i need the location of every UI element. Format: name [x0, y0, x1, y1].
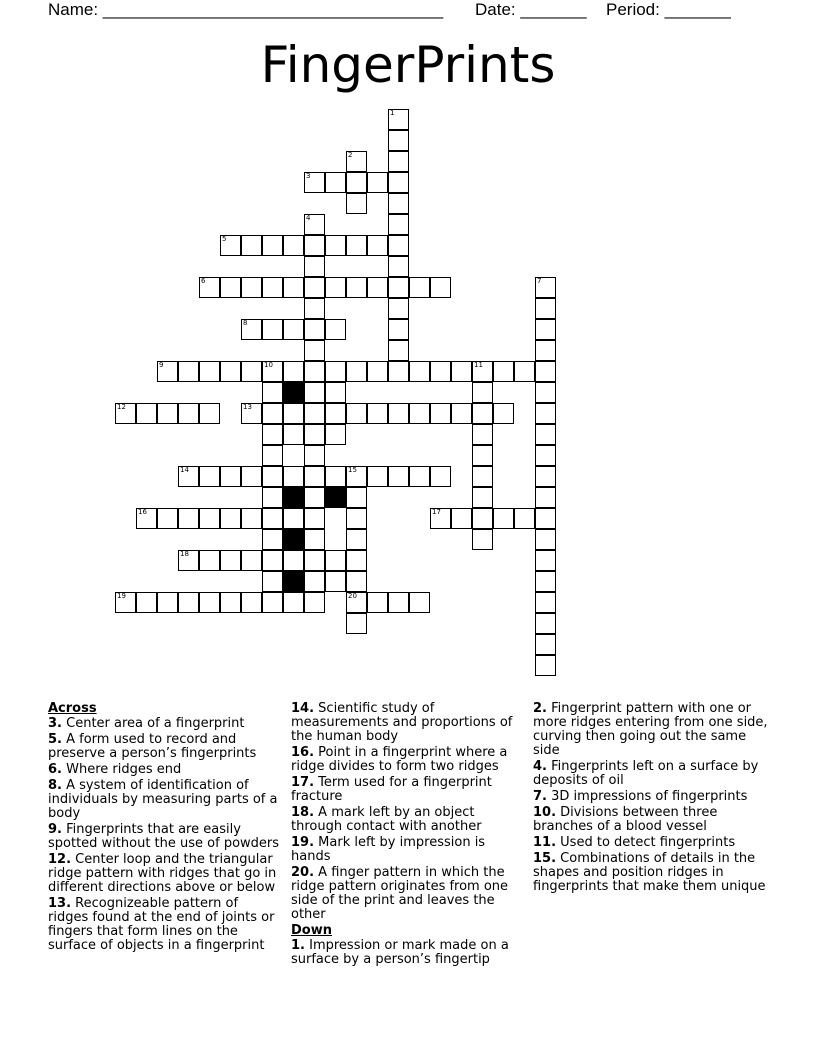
clue-item: [533, 760, 769, 788]
name-field[interactable]: Name: ____________________________________: [48, 0, 444, 19]
clue-number: 13: [243, 403, 252, 411]
grid-cell[interactable]: [535, 361, 556, 382]
clue-text: Impression or mark made on a surface by a person’s fingertip: [291, 938, 509, 967]
grid-cell[interactable]: [388, 214, 409, 235]
clue-item: [48, 717, 280, 731]
grid-cell[interactable]: [346, 571, 367, 592]
grid-cell[interactable]: [346, 487, 367, 508]
grid-cell[interactable]: [304, 424, 325, 445]
grid-cell[interactable]: [157, 403, 178, 424]
clue-number-label: 13.: [48, 896, 72, 911]
grid-cell[interactable]: [472, 508, 493, 529]
grid-cell[interactable]: [199, 361, 220, 382]
grid-cell[interactable]: [367, 235, 388, 256]
clue-item: [533, 836, 769, 850]
grid-cell[interactable]: [388, 340, 409, 361]
grid-cell[interactable]: [409, 592, 430, 613]
grid-cell[interactable]: [304, 361, 325, 382]
grid-cell[interactable]: [262, 508, 283, 529]
grid-cell[interactable]: [325, 172, 346, 193]
clue-text: Used to detect fingerprints: [560, 835, 736, 850]
grid-cell[interactable]: [388, 319, 409, 340]
grid-cell[interactable]: [262, 361, 283, 382]
clue-item: [533, 702, 769, 758]
clue-number: 14: [180, 466, 189, 474]
clue-number: 12: [117, 403, 126, 411]
grid-cell[interactable]: [346, 508, 367, 529]
grid-cell[interactable]: [178, 550, 199, 571]
grid-cell[interactable]: [283, 592, 304, 613]
clue-item: [291, 746, 527, 774]
grid-cell[interactable]: [325, 466, 346, 487]
grid-cell[interactable]: [304, 466, 325, 487]
grid-cell[interactable]: [535, 613, 556, 634]
grid-cell[interactable]: [430, 277, 451, 298]
clue-number-label: 15.: [533, 851, 557, 866]
clue-number-label: 1.: [291, 938, 305, 953]
grid-cell[interactable]: [115, 592, 136, 613]
grid-cell[interactable]: [199, 550, 220, 571]
grid-cell[interactable]: [178, 466, 199, 487]
clue-number: 1: [390, 109, 395, 117]
grid-cell[interactable]: [283, 508, 304, 529]
clue-number: 15: [348, 466, 357, 474]
grid-cell[interactable]: [346, 529, 367, 550]
grid-cell[interactable]: [388, 361, 409, 382]
grid-cell[interactable]: [472, 361, 493, 382]
clue-text: Mark left by impression is hands: [291, 835, 486, 864]
grid-cell[interactable]: [262, 403, 283, 424]
grid-cell[interactable]: [262, 319, 283, 340]
clue-text: Fingerprint pattern with one or more ridges entering from one side, curving then going out the same side: [533, 701, 768, 758]
grid-cell[interactable]: [325, 235, 346, 256]
clue-text: Recognizeable pattern of ridges found at the end of joints or fingers that form lines on the surface of objects in a fingerprint: [48, 896, 275, 953]
grid-cell[interactable]: [535, 298, 556, 319]
grid-cell[interactable]: [388, 256, 409, 277]
clue-text: Term used for a fingerprint fracture: [291, 775, 492, 804]
grid-cell[interactable]: [388, 109, 409, 130]
grid-cell[interactable]: [325, 550, 346, 571]
grid-cell[interactable]: [367, 592, 388, 613]
grid-cell[interactable]: [136, 508, 157, 529]
grid-cell[interactable]: [388, 172, 409, 193]
clue-number: 17: [432, 508, 441, 516]
black-square: [283, 487, 304, 508]
clue-number-label: 12.: [48, 852, 72, 867]
grid-cell[interactable]: [178, 403, 199, 424]
grid-cell[interactable]: [388, 466, 409, 487]
grid-cell[interactable]: [304, 403, 325, 424]
grid-cell[interactable]: [535, 655, 556, 676]
grid-cell[interactable]: [220, 277, 241, 298]
date-field[interactable]: Date: _______: [475, 0, 587, 19]
grid-cell[interactable]: [388, 277, 409, 298]
grid-cell[interactable]: [451, 361, 472, 382]
grid-cell[interactable]: [220, 508, 241, 529]
grid-cell[interactable]: [136, 403, 157, 424]
grid-cell[interactable]: [199, 592, 220, 613]
grid-cell[interactable]: [535, 592, 556, 613]
grid-cell[interactable]: [220, 466, 241, 487]
grid-cell[interactable]: [346, 151, 367, 172]
grid-cell[interactable]: [262, 466, 283, 487]
grid-cell[interactable]: [199, 466, 220, 487]
grid-cell[interactable]: [262, 382, 283, 403]
clue-number-label: 19.: [291, 835, 315, 850]
clue-number: 7: [537, 277, 542, 285]
grid-cell[interactable]: [346, 235, 367, 256]
clue-item: [291, 806, 527, 834]
grid-cell[interactable]: [535, 634, 556, 655]
grid-cell[interactable]: [535, 529, 556, 550]
clue-number-label: 6.: [48, 762, 62, 777]
clue-number: 19: [117, 592, 126, 600]
grid-cell[interactable]: [115, 403, 136, 424]
grid-cell[interactable]: [367, 277, 388, 298]
grid-cell[interactable]: [157, 592, 178, 613]
clue-number-label: 3.: [48, 716, 62, 731]
grid-cell[interactable]: [493, 403, 514, 424]
grid-cell[interactable]: [535, 445, 556, 466]
grid-cell[interactable]: [388, 235, 409, 256]
clue-number: 18: [180, 550, 189, 558]
grid-cell[interactable]: [535, 319, 556, 340]
clue-number-label: 10.: [533, 805, 557, 820]
grid-cell[interactable]: [262, 277, 283, 298]
grid-cell[interactable]: [220, 361, 241, 382]
grid-cell[interactable]: [325, 382, 346, 403]
grid-cell[interactable]: [283, 235, 304, 256]
clue-number: 20: [348, 592, 357, 600]
grid-cell[interactable]: [304, 571, 325, 592]
grid-cell[interactable]: [199, 277, 220, 298]
grid-cell[interactable]: [388, 592, 409, 613]
clue-number: 4: [306, 214, 311, 222]
grid-cell[interactable]: [325, 277, 346, 298]
section-heading: Down: [291, 923, 332, 938]
clue-number: 9: [159, 361, 164, 369]
clue-item: [291, 939, 527, 967]
clue-text: A system of identification of individuals by measuring parts of a body: [48, 778, 278, 821]
grid-cell[interactable]: [304, 235, 325, 256]
clue-number-label: 7.: [533, 789, 547, 804]
grid-cell[interactable]: [178, 508, 199, 529]
clue-text: Fingerprints left on a surface by deposits of oil: [533, 759, 759, 788]
grid-cell[interactable]: [451, 508, 472, 529]
clue-text: Point in a fingerprint where a ridge divides to form two ridges: [291, 745, 508, 774]
grid-cell[interactable]: [304, 487, 325, 508]
grid-cell[interactable]: [535, 466, 556, 487]
grid-cell[interactable]: [388, 130, 409, 151]
clue-item: [48, 763, 280, 777]
grid-cell[interactable]: [283, 277, 304, 298]
grid-cell[interactable]: [409, 466, 430, 487]
clue-number: 11: [474, 361, 483, 369]
clue-item: [533, 852, 769, 894]
grid-cell[interactable]: [472, 466, 493, 487]
clue-number: 3: [306, 172, 311, 180]
grid-cell[interactable]: [304, 445, 325, 466]
clue-number-label: 8.: [48, 778, 62, 793]
grid-cell[interactable]: [304, 172, 325, 193]
grid-cell[interactable]: [220, 550, 241, 571]
grid-cell[interactable]: [304, 592, 325, 613]
grid-cell[interactable]: [430, 466, 451, 487]
grid-cell[interactable]: [346, 466, 367, 487]
grid-cell[interactable]: [430, 403, 451, 424]
period-field[interactable]: Period: _______: [606, 0, 731, 19]
grid-cell[interactable]: [388, 298, 409, 319]
clue-column-3: [533, 702, 769, 896]
grid-cell[interactable]: [325, 319, 346, 340]
clue-number: 16: [138, 508, 147, 516]
grid-cell[interactable]: [472, 403, 493, 424]
grid-cell[interactable]: [136, 592, 157, 613]
grid-cell[interactable]: [346, 550, 367, 571]
clue-number-label: 5.: [48, 732, 62, 747]
grid-cell[interactable]: [514, 508, 535, 529]
grid-cell[interactable]: [346, 403, 367, 424]
grid-cell[interactable]: [346, 613, 367, 634]
clue-number-label: 16.: [291, 745, 315, 760]
grid-cell[interactable]: [472, 445, 493, 466]
clue-item: [48, 853, 280, 895]
grid-cell[interactable]: [241, 466, 262, 487]
clue-text: A form used to record and preserve a person’s fingerprints: [48, 732, 257, 761]
clue-number-label: 20.: [291, 865, 315, 880]
black-square: [283, 382, 304, 403]
grid-cell[interactable]: [346, 361, 367, 382]
black-square: [283, 529, 304, 550]
clue-item: [48, 733, 280, 761]
clue-number: 8: [243, 319, 248, 327]
grid-cell[interactable]: [283, 424, 304, 445]
grid-cell[interactable]: [283, 403, 304, 424]
grid-cell[interactable]: [535, 508, 556, 529]
grid-cell[interactable]: [409, 403, 430, 424]
clue-text: Where ridges end: [66, 762, 182, 777]
grid-cell[interactable]: [535, 382, 556, 403]
grid-cell[interactable]: [367, 172, 388, 193]
black-square: [325, 487, 346, 508]
grid-cell[interactable]: [220, 235, 241, 256]
grid-cell[interactable]: [262, 550, 283, 571]
grid-cell[interactable]: [304, 508, 325, 529]
grid-cell[interactable]: [262, 529, 283, 550]
grid-cell[interactable]: [283, 319, 304, 340]
grid-cell[interactable]: [409, 361, 430, 382]
grid-cell[interactable]: [199, 508, 220, 529]
clue-item: [48, 823, 280, 851]
clue-number: 10: [264, 361, 273, 369]
grid-cell[interactable]: [304, 550, 325, 571]
grid-cell[interactable]: [241, 319, 262, 340]
clue-number: 5: [222, 235, 227, 243]
clue-item: [48, 779, 280, 821]
grid-cell[interactable]: [535, 277, 556, 298]
grid-cell[interactable]: [178, 361, 199, 382]
grid-cell[interactable]: [367, 361, 388, 382]
grid-cell[interactable]: [388, 151, 409, 172]
grid-cell[interactable]: [262, 592, 283, 613]
clue-text: Combinations of details in the shapes and position ridges in fingerprints that make them unique: [533, 851, 766, 894]
grid-cell[interactable]: [472, 487, 493, 508]
grid-cell[interactable]: [262, 445, 283, 466]
grid-cell[interactable]: [472, 424, 493, 445]
clue-number-label: 9.: [48, 822, 62, 837]
grid-cell[interactable]: [409, 277, 430, 298]
grid-cell[interactable]: [241, 592, 262, 613]
clue-number-label: 4.: [533, 759, 547, 774]
grid-cell[interactable]: [157, 508, 178, 529]
section-heading: Across: [48, 701, 97, 716]
grid-cell[interactable]: [367, 466, 388, 487]
grid-cell[interactable]: [388, 403, 409, 424]
grid-cell[interactable]: [325, 361, 346, 382]
grid-cell[interactable]: [367, 403, 388, 424]
grid-cell[interactable]: [325, 424, 346, 445]
grid-cell[interactable]: [535, 571, 556, 592]
clue-text: 3D impressions of fingerprints: [551, 789, 748, 804]
black-square: [283, 571, 304, 592]
grid-cell[interactable]: [304, 340, 325, 361]
clue-number-label: 17.: [291, 775, 315, 790]
grid-cell[interactable]: [283, 550, 304, 571]
grid-cell[interactable]: [220, 592, 241, 613]
grid-cell[interactable]: [283, 361, 304, 382]
grid-cell[interactable]: [388, 193, 409, 214]
clue-number: 6: [201, 277, 206, 285]
grid-cell[interactable]: [262, 571, 283, 592]
clue-text: Center loop and the triangular ridge pattern with ridges that go in different directions above or below: [48, 852, 277, 895]
grid-cell[interactable]: [304, 214, 325, 235]
clue-text: A mark left by an object through contact with another: [291, 805, 482, 834]
grid-cell[interactable]: [241, 235, 262, 256]
clue-number-label: 14.: [291, 701, 315, 716]
clue-item: [291, 866, 527, 922]
grid-cell[interactable]: [241, 361, 262, 382]
grid-cell[interactable]: [262, 487, 283, 508]
grid-cell[interactable]: [493, 508, 514, 529]
grid-cell[interactable]: [262, 235, 283, 256]
page-title: FingerPrints: [260, 36, 556, 94]
grid-cell[interactable]: [304, 382, 325, 403]
grid-cell[interactable]: [325, 403, 346, 424]
clue-text: Divisions between three branches of a blood vessel: [533, 805, 718, 834]
grid-cell[interactable]: [535, 403, 556, 424]
clue-text: Center area of a fingerprint: [66, 716, 245, 731]
grid-cell[interactable]: [346, 592, 367, 613]
grid-cell[interactable]: [304, 277, 325, 298]
grid-cell[interactable]: [493, 361, 514, 382]
grid-cell[interactable]: [346, 277, 367, 298]
clue-item: [533, 790, 769, 804]
grid-cell[interactable]: [535, 550, 556, 571]
clue-item: [291, 836, 527, 864]
clue-text: A finger pattern in which the ridge pattern originates from one side of the print and leaves the other: [291, 865, 509, 922]
grid-cell[interactable]: [283, 466, 304, 487]
clue-item: [291, 702, 527, 744]
clue-text: Scientific study of measurements and proportions of the human body: [291, 701, 513, 744]
grid-cell[interactable]: [157, 361, 178, 382]
grid-cell[interactable]: [241, 508, 262, 529]
grid-cell[interactable]: [535, 487, 556, 508]
clue-number: 2: [348, 151, 353, 159]
clue-column-2: [291, 702, 527, 969]
clue-number-label: 18.: [291, 805, 315, 820]
grid-cell[interactable]: [241, 403, 262, 424]
clue-item: [291, 776, 527, 804]
grid-cell[interactable]: [304, 256, 325, 277]
clue-item: [48, 897, 280, 953]
grid-cell[interactable]: [430, 508, 451, 529]
grid-cell[interactable]: [451, 403, 472, 424]
clue-text: Fingerprints that are easily spotted without the use of powders: [48, 822, 280, 851]
grid-cell[interactable]: [346, 172, 367, 193]
grid-cell[interactable]: [535, 340, 556, 361]
grid-cell[interactable]: [304, 298, 325, 319]
grid-cell[interactable]: [472, 382, 493, 403]
clue-number-label: 2.: [533, 701, 547, 716]
grid-cell[interactable]: [325, 571, 346, 592]
grid-cell[interactable]: [304, 529, 325, 550]
grid-cell[interactable]: [178, 592, 199, 613]
grid-cell[interactable]: [199, 403, 220, 424]
grid-cell[interactable]: [346, 193, 367, 214]
grid-cell[interactable]: [241, 277, 262, 298]
clue-number-label: 11.: [533, 835, 557, 850]
grid-cell[interactable]: [241, 550, 262, 571]
grid-cell[interactable]: [535, 424, 556, 445]
grid-cell[interactable]: [472, 529, 493, 550]
clue-column-1: [48, 702, 280, 955]
clue-item: [533, 806, 769, 834]
grid-cell[interactable]: [304, 319, 325, 340]
grid-cell[interactable]: [514, 361, 535, 382]
grid-cell[interactable]: [262, 424, 283, 445]
grid-cell[interactable]: [430, 361, 451, 382]
